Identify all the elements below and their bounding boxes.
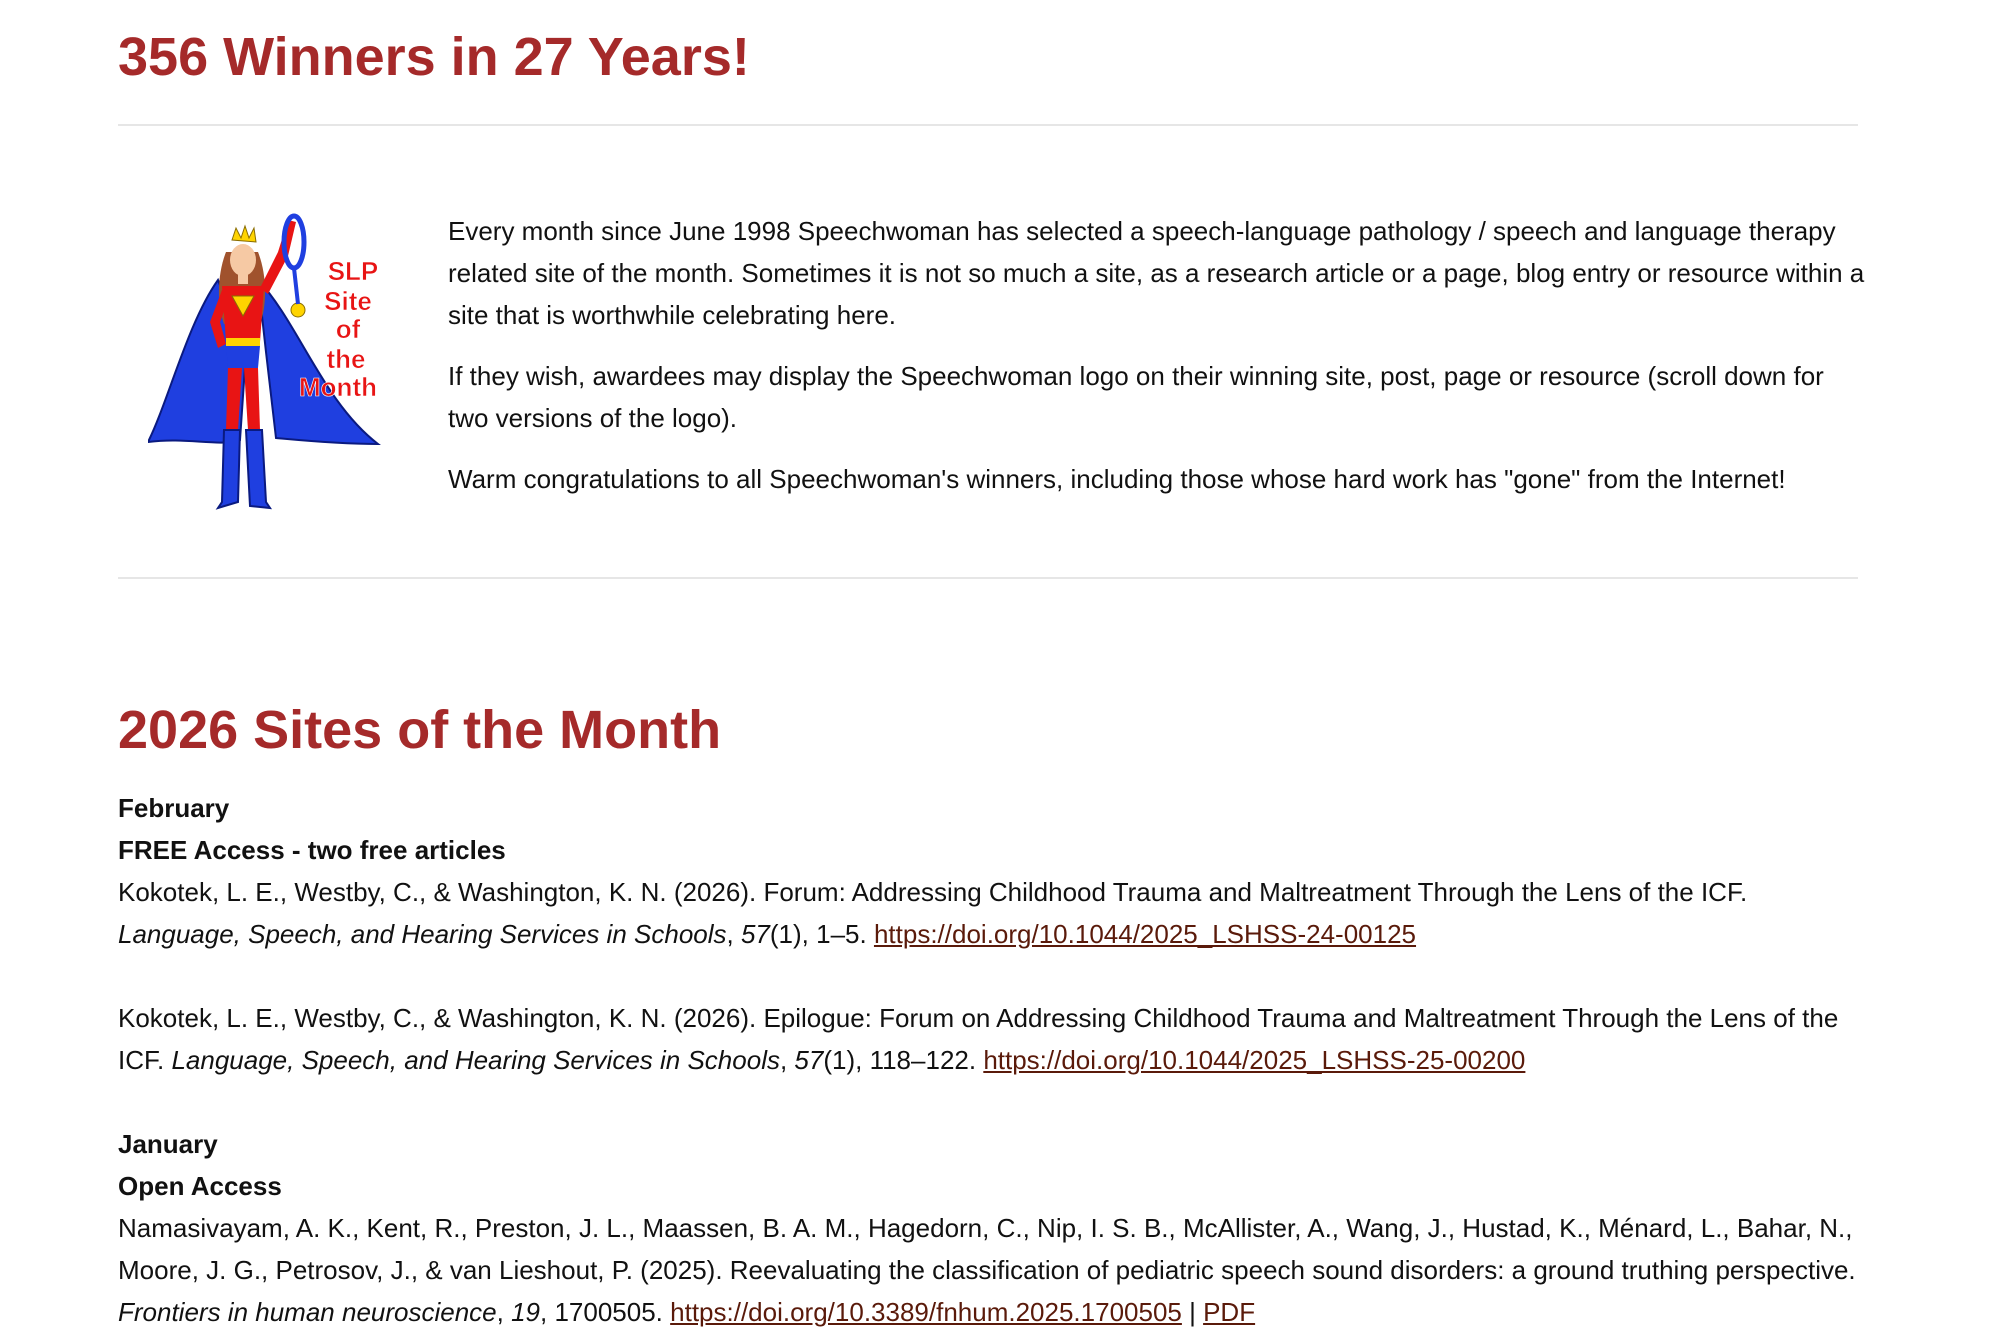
ref-sep: , <box>779 1045 795 1075</box>
reference <box>118 871 1858 955</box>
access-label: Open Access <box>118 1171 282 1201</box>
ref-issue-pages: , 1700505. <box>540 1297 671 1327</box>
entry-january <box>118 1123 1858 1333</box>
ref-journal: Frontiers in human neuroscience <box>118 1297 497 1327</box>
bottom-divider <box>118 577 1858 579</box>
spacer <box>118 1081 1858 1123</box>
logo-text-the: the <box>326 344 366 374</box>
top-divider <box>118 124 1858 126</box>
ref-authors: Kokotek, L. E., Westby, C., & Washington, K. N. (2026). Forum: Addressing Childhood Trauma and Maltreatment Through the Lens of the ICF. <box>118 877 1748 907</box>
section-heading: 2026 Sites of the Month <box>118 700 722 760</box>
spacer <box>118 955 1858 997</box>
ref-sep: , <box>726 919 741 949</box>
logo-text-site: Site <box>324 286 372 316</box>
intro-paragraph-3: Warm congratulations to all Speechwoman's winners, including those whose hard work has "gone" from the Internet! <box>448 464 1786 494</box>
speechwoman-logo <box>148 212 398 530</box>
ref-authors: Kokotek, L. E., Westby, C., & Washington, K. N. (2026). Epilogue: Forum on Addressing Childhood Trauma and Maltreatment Through the Lens of the ICF. <box>118 1003 1839 1075</box>
intro-paragraph-1: Every month since June 1998 Speechwoman has selected a speech-language pathology / speech and language therapy related site of the month. Sometimes it is not so much a site, as a research article or a page, blog entry or resource within a site that is worthwhile celebrating here. <box>448 216 1865 330</box>
ref-volume: 57 <box>740 919 770 949</box>
logo-text-of: of <box>335 314 361 344</box>
intro-paragraph-2: If they wish, awardees may display the Speechwoman logo on their winning site, post, page or resource (scroll down for two versions of the logo). <box>448 361 1824 433</box>
link-separator: | <box>1181 1297 1204 1327</box>
access-label: FREE Access - two free articles <box>118 835 506 865</box>
reference <box>118 1207 1858 1333</box>
month-label: February <box>118 793 230 823</box>
logo-text-slp: SLP <box>327 256 379 286</box>
ref-volume: 19 <box>511 1297 541 1327</box>
doi-link[interactable]: https://doi.org/10.1044/2025_LSHSS-24-00125 <box>873 919 1417 949</box>
ref-issue-pages: (1), 1–5. <box>769 919 874 949</box>
ref-journal: Language, Speech, and Hearing Services in Schools <box>118 919 727 949</box>
ref-sep: , <box>496 1297 512 1327</box>
pdf-link[interactable]: PDF <box>1203 1297 1256 1327</box>
doi-link[interactable]: https://doi.org/10.3389/fnhum.2025.1700505 <box>670 1297 1182 1327</box>
reference <box>118 997 1858 1081</box>
sites-list <box>118 787 1858 1333</box>
intro-text <box>448 210 1868 519</box>
ref-authors: Namasivayam, A. K., Kent, R., Preston, J. L., Maassen, B. A. M., Hagedorn, C., Nip, I. S. B., McAllister, A., Wang, J., Hustad, K., Ménard, L., Bahar, N., Moore, J. G., Petrosov, J., & van Lieshout, P. (2025). Reevaluating the classification of pediatric speech sound disorders: a ground truthing perspective. <box>118 1213 1856 1285</box>
ref-issue-pages: (1), 118–122. <box>823 1045 984 1075</box>
doi-link[interactable]: https://doi.org/10.1044/2025_LSHSS-25-00200 <box>983 1045 1526 1075</box>
ref-volume: 57 <box>794 1045 824 1075</box>
main-heading: 356 Winners in 27 Years! <box>118 27 750 87</box>
month-label: January <box>118 1129 218 1159</box>
logo-text-month: Month <box>299 372 377 402</box>
ref-journal: Language, Speech, and Hearing Services in Schools <box>171 1045 780 1075</box>
entry-february <box>118 787 1858 1081</box>
